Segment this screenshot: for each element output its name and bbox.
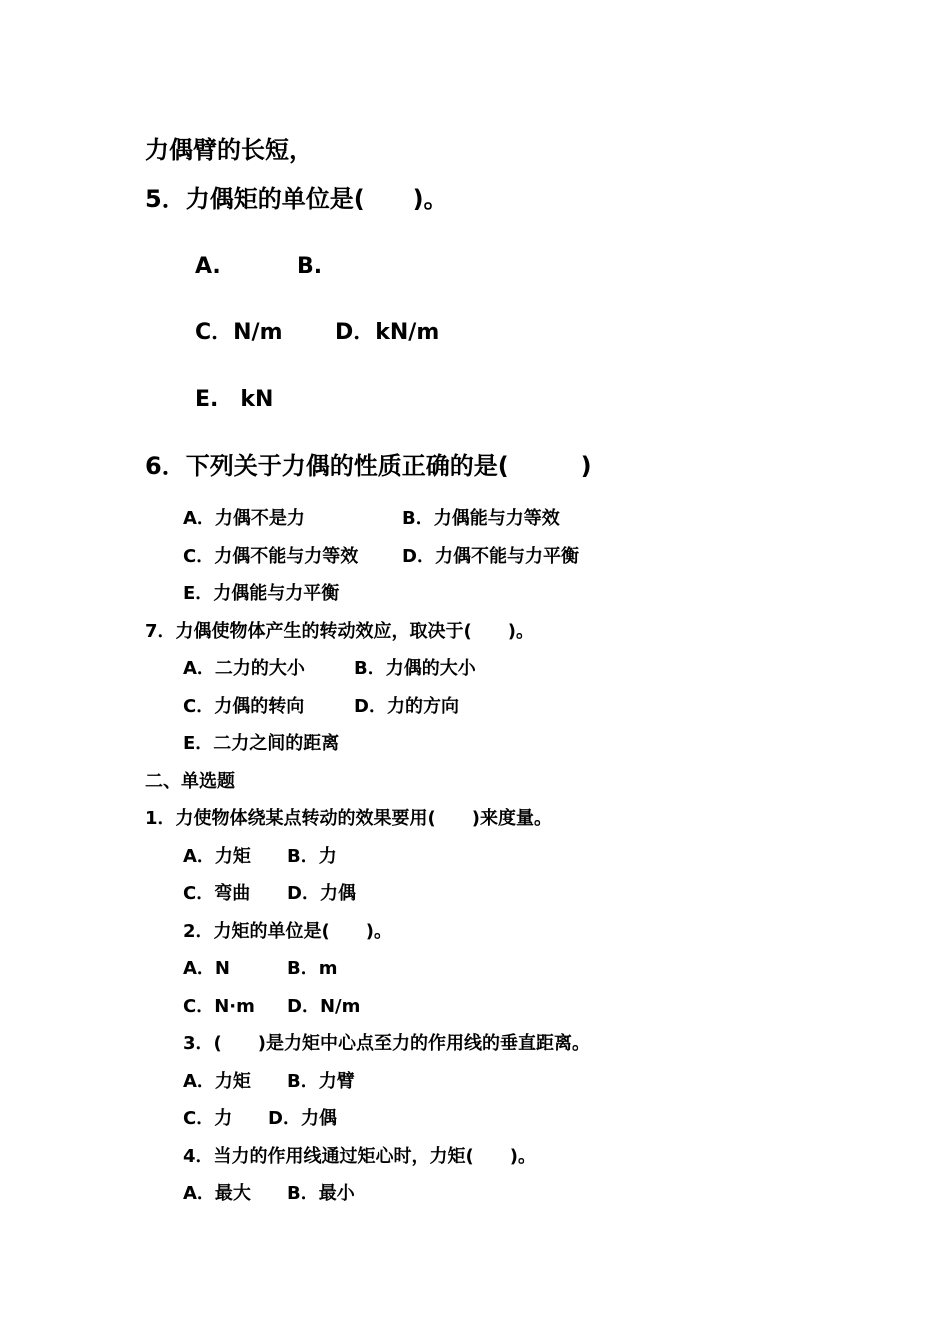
- q7-option-a: A．二力的大小: [183, 658, 305, 679]
- s1-option-b: B．力: [287, 846, 337, 867]
- single-question-3-stem: 3．( )是力矩中心点至力的作用线的垂直距离。: [183, 1033, 590, 1054]
- s3-option-a: A．力矩: [183, 1071, 251, 1092]
- single-question-1-stem: 1．力使物体绕某点转动的效果要用( )来度量。: [145, 808, 552, 829]
- s4-option-b: B．最小: [287, 1183, 355, 1204]
- q5-option-d: D．kN/m: [335, 320, 440, 345]
- s3-option-d: D．力偶: [268, 1108, 337, 1129]
- q6-option-b: B．力偶能与力等效: [402, 508, 560, 529]
- s2-option-d: D．N/m: [287, 996, 361, 1017]
- q5-option-c: C．N/m: [195, 320, 283, 345]
- q5-option-e: E. kN: [195, 387, 274, 412]
- s1-option-a: A．力矩: [183, 846, 251, 867]
- q7-option-c: C．力偶的转向: [183, 696, 305, 717]
- q6-option-a: A．力偶不是力: [183, 508, 305, 529]
- s2-option-a: A．N: [183, 958, 230, 979]
- q6-option-c: C．力偶不能与力等效: [183, 546, 359, 567]
- q7-option-b: B．力偶的大小: [354, 658, 476, 679]
- q5-option-b: B.: [297, 254, 323, 279]
- single-question-2-stem: 2．力矩的单位是( )。: [183, 921, 392, 942]
- s1-option-c: C．弯曲: [183, 883, 251, 904]
- question-6-stem: 6．下列关于力偶的性质正确的是( ): [145, 452, 592, 480]
- section-heading: 二、单选题: [145, 771, 235, 792]
- s1-option-d: D．力偶: [287, 883, 356, 904]
- s3-option-c: C．力: [183, 1108, 233, 1129]
- q7-option-e: E．二力之间的距离: [183, 733, 340, 754]
- question-5-stem: 5．力偶矩的单位是( )。: [145, 185, 448, 213]
- q6-option-e: E．力偶能与力平衡: [183, 583, 340, 604]
- question-7-stem: 7．力偶使物体产生的转动效应，取决于( )。: [145, 621, 534, 642]
- text-fragment: 力偶臂的长短，: [145, 136, 313, 164]
- q7-option-d: D．力的方向: [354, 696, 459, 717]
- q5-option-a: A.: [195, 254, 221, 279]
- q6-option-d: D．力偶不能与力平衡: [402, 546, 579, 567]
- s2-option-c: C．N·m: [183, 996, 255, 1017]
- s4-option-a: A．最大: [183, 1183, 251, 1204]
- s2-option-b: B．m: [287, 958, 338, 979]
- s3-option-b: B．力臂: [287, 1071, 355, 1092]
- single-question-4-stem: 4．当力的作用线通过矩心时，力矩( )。: [183, 1146, 536, 1167]
